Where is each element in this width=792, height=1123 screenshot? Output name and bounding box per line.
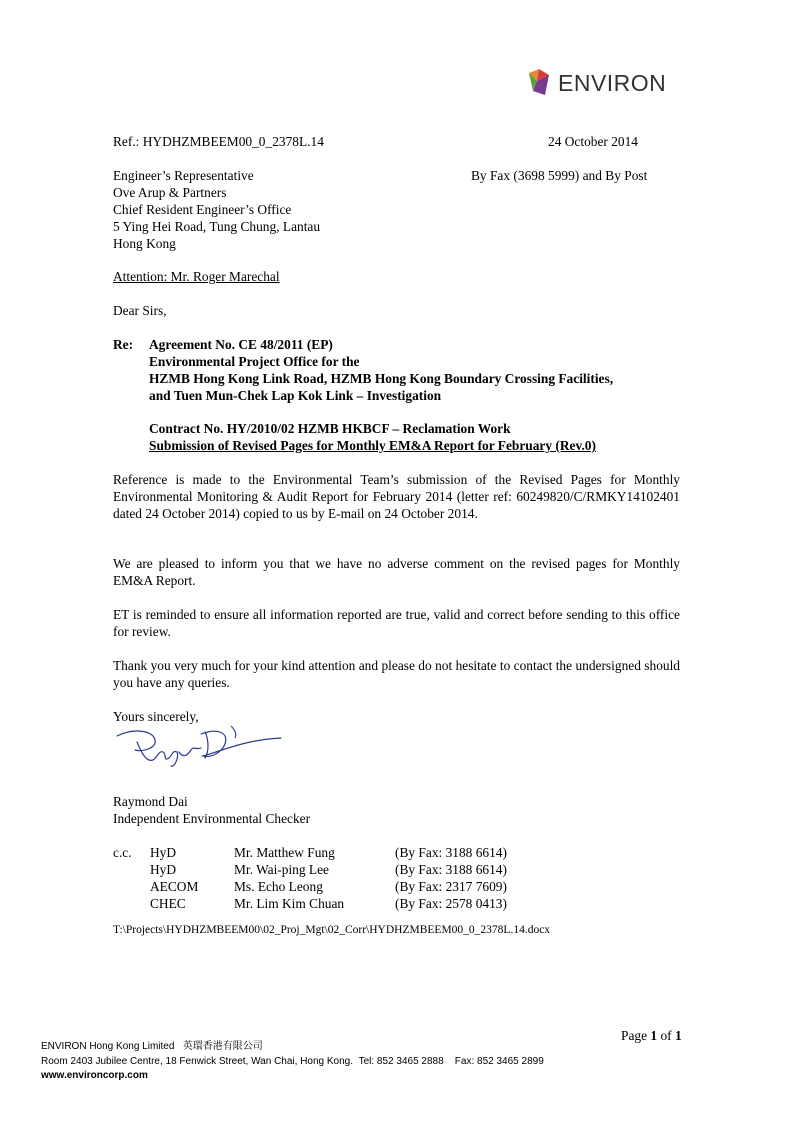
subject-line: Agreement No. CE 48/2011 (EP) (149, 337, 333, 352)
submission-line: Submission of Revised Pages for Monthly EM&A Report for February (Rev.0) (149, 438, 596, 453)
body-paragraph: Reference is made to the Environmental Team’s submission of the Revised Pages for Monthly Environmental Monitoring & Audit Report for February 2014 (letter ref: 60249820/C/RMKY14102401 dated 24 October 2014) copied to us by E-mail on 24 October 2014. (113, 472, 680, 521)
cc-fax: (By Fax: 2578 0413) (395, 896, 507, 911)
signatory-name: Raymond Dai (113, 794, 188, 809)
cc-name: Mr. Matthew Fung (234, 845, 335, 860)
cc-org: AECOM (150, 879, 199, 894)
page-current: 1 (650, 1028, 658, 1043)
cc-org: HyD (150, 845, 177, 860)
logo-wordmark: ENVIRON (558, 70, 667, 96)
footer-fax: Fax: 852 3465 2899 (454, 1056, 544, 1067)
reference-number: Ref.: HYDHZMBEEM00_0_2378L.14 (113, 134, 324, 149)
letter-date: 24 October 2014 (548, 134, 638, 149)
recipient-address (113, 167, 320, 252)
footer-company-chinese: 英環香港有限公司 (182, 1041, 263, 1052)
cc-fax: (By Fax: 3188 6614) (395, 845, 507, 860)
subject-line: and Tuen Mun-Chek Lap Kok Link – Investigation (149, 388, 442, 403)
recipient-line: 5 Ying Hei Road, Tung Chung, Lantau (113, 219, 321, 234)
page-total: 1 (674, 1028, 682, 1043)
cc-list (150, 844, 550, 912)
recipient-line: Chief Resident Engineer’s Office (113, 202, 292, 217)
body-paragraph: ET is reminded to ensure all information reported are true, valid and correct before sending to this office for review. (113, 607, 680, 639)
valediction: Yours sincerely, (113, 709, 199, 724)
environ-logo-mark (523, 67, 555, 99)
attention-line: Attention: Mr. Roger Marechal (113, 269, 280, 284)
body-paragraph: Thank you very much for your kind attention and please do not hesitate to contact the undersigned should you have any queries. (113, 658, 680, 690)
body-paragraph: We are pleased to inform you that we have no adverse comment on the revised pages for Monthly EM&A Report. (113, 556, 680, 588)
cc-name: Mr. Lim Kim Chuan (234, 896, 345, 911)
signature (113, 722, 288, 770)
cc-name: Mr. Wai-ping Lee (234, 862, 329, 877)
cc-fax: (By Fax: 3188 6614) (395, 862, 507, 877)
cc-label: c.c. (113, 845, 132, 860)
cc-name: Ms. Echo Leong (234, 879, 323, 894)
subject-line: HZMB Hong Kong Link Road, HZMB Hong Kong Boundary Crossing Facilities, (149, 371, 614, 386)
footer-address-line (41, 1055, 544, 1069)
re-label: Re: (113, 337, 134, 352)
delivery-method: By Fax (3698 5999) and By Post (471, 168, 648, 183)
recipient-line: Ove Arup & Partners (113, 185, 227, 200)
contract-line: Contract No. HY/2010/02 HZMB HKBCF – Reclamation Work (149, 421, 511, 436)
page-prefix: Page (621, 1028, 651, 1043)
footer-company: ENVIRON Hong Kong Limited (41, 1041, 175, 1052)
footer-website: www.environcorp.com (41, 1070, 148, 1081)
subject-block (149, 336, 613, 404)
footer-company-line (41, 1040, 263, 1054)
page-number (621, 1027, 682, 1044)
cc-org: CHEC (150, 896, 186, 911)
salutation: Dear Sirs, (113, 303, 167, 318)
cc-fax: (By Fax: 2317 7609) (395, 879, 507, 894)
environ-logo (523, 67, 665, 99)
cc-org: HyD (150, 862, 177, 877)
recipient-line: Hong Kong (113, 236, 176, 251)
footer-tel: Tel: 852 3465 2888 (358, 1056, 444, 1067)
file-path: T:\Projects\HYDHZMBEEM00\02_Proj_Mgt\02_Corr\HYDHZMBEEM00_0_2378L.14.docx (113, 924, 551, 936)
recipient-line: Engineer’s Representative (113, 168, 254, 183)
page-of: of (657, 1028, 675, 1043)
subject-line: Environmental Project Office for the (149, 354, 360, 369)
signatory-title: Independent Environmental Checker (113, 811, 311, 826)
footer-address: Room 2403 Jubilee Centre, 18 Fenwick Street, Wan Chai, Hong Kong. (41, 1056, 354, 1067)
